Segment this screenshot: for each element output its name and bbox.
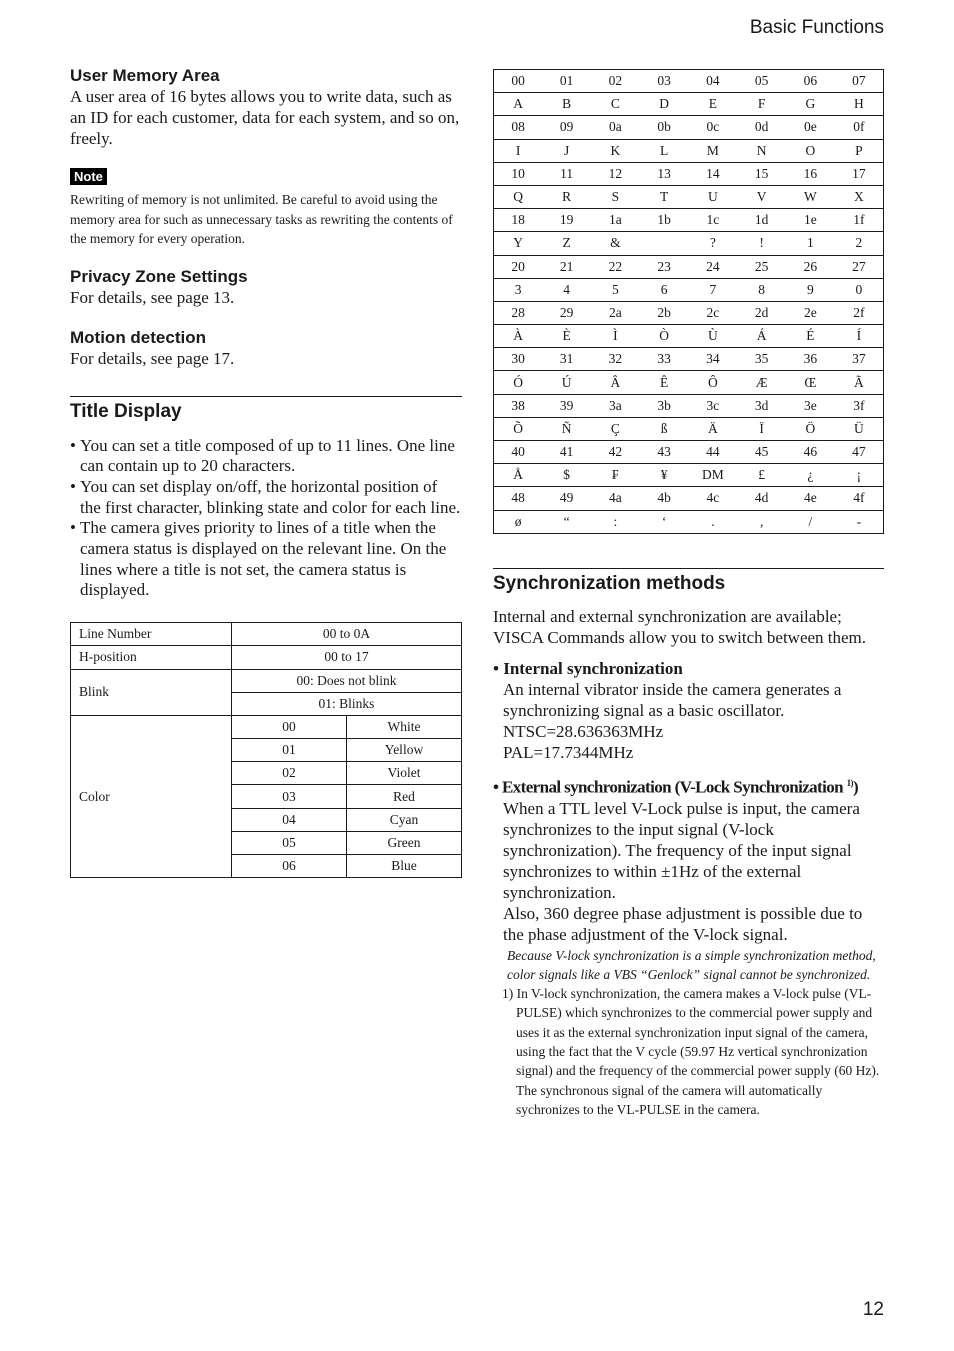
- table-cell: 3: [494, 278, 543, 301]
- table-cell: H: [835, 93, 884, 116]
- table-cell: 35: [737, 348, 786, 371]
- table-cell: £: [737, 464, 786, 487]
- table-cell: 00: [232, 715, 347, 738]
- table-cell: 4a: [591, 487, 640, 510]
- table-cell: Cyan: [347, 808, 462, 831]
- table-cell: 3e: [786, 394, 835, 417]
- table-cell: 0: [835, 278, 884, 301]
- table-cell: 01: [232, 739, 347, 762]
- table-cell: Ö: [786, 417, 835, 440]
- external-sync-heading: [493, 773, 884, 798]
- table-cell: 1c: [689, 209, 738, 232]
- table-cell: 09: [542, 116, 591, 139]
- table-cell: 0a: [591, 116, 640, 139]
- table-row: [494, 441, 884, 464]
- table-cell: O: [786, 139, 835, 162]
- table-cell: 00 to 17: [232, 646, 462, 669]
- table-cell: 28: [494, 301, 543, 324]
- title-display-heading: Title Display: [70, 396, 462, 423]
- table-cell: $: [542, 464, 591, 487]
- table-cell: 5: [591, 278, 640, 301]
- table-cell: 0d: [737, 116, 786, 139]
- table-cell: -: [835, 510, 884, 533]
- internal-sync-heading: • Internal synchronization: [493, 659, 683, 678]
- table-cell: R: [542, 185, 591, 208]
- table-cell: 8: [737, 278, 786, 301]
- table-cell: U: [689, 185, 738, 208]
- table-cell: 01: [542, 70, 591, 93]
- table-cell: G: [786, 93, 835, 116]
- table-cell: Line Number: [71, 623, 232, 646]
- table-cell: 32: [591, 348, 640, 371]
- table-cell: Æ: [737, 371, 786, 394]
- table-cell: 22: [591, 255, 640, 278]
- table-row: [494, 139, 884, 162]
- footnote: 1) In V-lock synchronization, the camera makes a V-lock pulse (VL-PULSE) which synchronizes to the commercial power supply and uses it as the external synchronization input signal of the camera, using the fact that the V cycle (59.97 Hz vertical synchronization signal) and the frequency of the commercial power supply (60 Hz). The synchronous signal of the camera will automatically sychronizes to the VL-PULSE in the camera.: [502, 986, 880, 1117]
- table-cell: 05: [737, 70, 786, 93]
- table-cell: Blue: [347, 855, 462, 878]
- table-cell: ¥: [640, 464, 689, 487]
- table-cell: Ú: [542, 371, 591, 394]
- table-cell: “: [542, 510, 591, 533]
- table-cell: :: [591, 510, 640, 533]
- table-cell: 0e: [786, 116, 835, 139]
- table-cell: N: [737, 139, 786, 162]
- table-row: [494, 162, 884, 185]
- table-cell: 48: [494, 487, 543, 510]
- table-cell: 44: [689, 441, 738, 464]
- table-cell: ‘: [640, 510, 689, 533]
- table-cell: A: [494, 93, 543, 116]
- table-cell: 39: [542, 394, 591, 417]
- table-cell: 2: [835, 232, 884, 255]
- page-number: 12: [862, 1299, 884, 1320]
- table-cell: Q: [494, 185, 543, 208]
- table-cell: Y: [494, 232, 543, 255]
- right-column: [493, 69, 884, 534]
- table-cell: B: [542, 93, 591, 116]
- table-cell: 19: [542, 209, 591, 232]
- table-cell: 3c: [689, 394, 738, 417]
- table-cell: 9: [786, 278, 835, 301]
- table-cell: 0c: [689, 116, 738, 139]
- table-row: [494, 70, 884, 93]
- table-cell: 2b: [640, 301, 689, 324]
- table-cell: 4b: [640, 487, 689, 510]
- section-header: Basic Functions: [749, 17, 884, 38]
- table-cell: [640, 232, 689, 255]
- privacy-text: For details, see page 13.: [70, 287, 235, 307]
- table-cell: 3d: [737, 394, 786, 417]
- table-cell: È: [542, 325, 591, 348]
- table-cell: Ê: [640, 371, 689, 394]
- user-memory-heading: User Memory Area: [70, 66, 220, 85]
- table-cell: H-position: [71, 646, 232, 669]
- table-cell: J: [542, 139, 591, 162]
- table-cell: Œ: [786, 371, 835, 394]
- table-cell: 06: [786, 70, 835, 93]
- table-cell: Ô: [689, 371, 738, 394]
- bullet-item: • You can set display on/off, the horizontal position of the first character, blinking state and color for each line.: [70, 477, 462, 518]
- table-cell: S: [591, 185, 640, 208]
- table-cell: 20: [494, 255, 543, 278]
- table-row: [494, 394, 884, 417]
- table-cell: ø: [494, 510, 543, 533]
- motion-text: For details, see page 17.: [70, 348, 235, 368]
- table-cell: 03: [640, 70, 689, 93]
- table-cell: 18: [494, 209, 543, 232]
- table-cell: Ù: [689, 325, 738, 348]
- internal-sync-text: An internal vibrator inside the camera generates a synchronizing signal as a basic oscillator.: [503, 680, 842, 720]
- table-cell: 0b: [640, 116, 689, 139]
- table-row: [494, 116, 884, 139]
- table-cell: 07: [835, 70, 884, 93]
- table-cell: 36: [786, 348, 835, 371]
- table-row: [494, 510, 884, 533]
- table-cell: 1a: [591, 209, 640, 232]
- table-cell: 1b: [640, 209, 689, 232]
- table-row: [494, 185, 884, 208]
- table-cell: Ã: [835, 371, 884, 394]
- table-row: [494, 255, 884, 278]
- table-cell: 49: [542, 487, 591, 510]
- table-cell: W: [786, 185, 835, 208]
- table-cell: Â: [591, 371, 640, 394]
- table-cell: /: [786, 510, 835, 533]
- table-cell: 2c: [689, 301, 738, 324]
- table-cell: V: [737, 185, 786, 208]
- table-cell: 40: [494, 441, 543, 464]
- table-cell: 31: [542, 348, 591, 371]
- table-cell: 4c: [689, 487, 738, 510]
- table-cell: 1f: [835, 209, 884, 232]
- table-row: [494, 325, 884, 348]
- table-cell: ß: [640, 417, 689, 440]
- table-cell: Ç: [591, 417, 640, 440]
- table-cell: 2f: [835, 301, 884, 324]
- table-cell: 24: [689, 255, 738, 278]
- sync-heading: Synchronization methods: [493, 568, 884, 595]
- user-memory-text: A user area of 16 bytes allows you to write data, such as an ID for each customer, data for each system, and so on, freely.: [70, 87, 460, 148]
- table-cell: 26: [786, 255, 835, 278]
- table-cell: Á: [737, 325, 786, 348]
- table-cell: 04: [689, 70, 738, 93]
- table-cell: X: [835, 185, 884, 208]
- table-cell: 38: [494, 394, 543, 417]
- table-cell: 23: [640, 255, 689, 278]
- sync-body: [493, 606, 884, 1119]
- table-cell: Ü: [835, 417, 884, 440]
- table-cell: 00: [494, 70, 543, 93]
- external-sync-heading-text: • External synchronization (V-Lock Synchronization: [493, 777, 843, 797]
- table-row: [494, 232, 884, 255]
- bullet-item: • The camera gives priority to lines of a title when the camera status is displayed on the relevant line. On the lines where a title is not set, the camera status is displayed.: [70, 518, 462, 601]
- table-cell: E: [689, 93, 738, 116]
- table-cell: 3b: [640, 394, 689, 417]
- table-cell: C: [591, 93, 640, 116]
- title-display-bullets: [70, 436, 462, 602]
- table-cell: Yellow: [347, 739, 462, 762]
- external-sync-text: When a TTL level V-Lock pulse is input, the camera synchronizes to the input signal (V-lock synchronization). The frequency of the input signal synchronizes to within ±1Hz of the external synchronization.: [503, 798, 860, 902]
- table-cell: 37: [835, 348, 884, 371]
- table-cell: T: [640, 185, 689, 208]
- table-cell: 4e: [786, 487, 835, 510]
- table-cell: 02: [591, 70, 640, 93]
- table-cell: 7: [689, 278, 738, 301]
- table-cell: 41: [542, 441, 591, 464]
- table-cell: 00 to 0A: [232, 623, 462, 646]
- table-cell: White: [347, 715, 462, 738]
- table-cell: 16: [786, 162, 835, 185]
- table-cell: Red: [347, 785, 462, 808]
- table-row: [494, 487, 884, 510]
- table-cell: Å: [494, 464, 543, 487]
- table-row: [494, 209, 884, 232]
- table-cell: I: [494, 139, 543, 162]
- title-settings-table: [70, 622, 462, 878]
- ntsc-value: NTSC=28.636363MHz: [503, 722, 664, 741]
- table-cell: 06: [232, 855, 347, 878]
- table-cell: 3a: [591, 394, 640, 417]
- table-row: [494, 417, 884, 440]
- table-cell: Blink: [71, 669, 232, 715]
- table-cell: 33: [640, 348, 689, 371]
- table-cell: 15: [737, 162, 786, 185]
- table-cell: L: [640, 139, 689, 162]
- table-cell: 10: [494, 162, 543, 185]
- table-cell: 02: [232, 762, 347, 785]
- table-cell: 45: [737, 441, 786, 464]
- table-cell: 2a: [591, 301, 640, 324]
- character-code-table: [493, 69, 884, 534]
- table-cell: 2e: [786, 301, 835, 324]
- table-row: [494, 464, 884, 487]
- table-cell: Color: [71, 715, 232, 877]
- table-cell: 1d: [737, 209, 786, 232]
- table-cell: 42: [591, 441, 640, 464]
- table-cell: 2d: [737, 301, 786, 324]
- table-cell: F: [737, 93, 786, 116]
- table-cell: Ò: [640, 325, 689, 348]
- table-cell: M: [689, 139, 738, 162]
- table-cell: 05: [232, 831, 347, 854]
- table-cell: 1: [786, 232, 835, 255]
- table-cell: 25: [737, 255, 786, 278]
- table-cell: 29: [542, 301, 591, 324]
- table-cell: Ñ: [542, 417, 591, 440]
- table-row: [494, 348, 884, 371]
- left-column: [70, 66, 462, 878]
- table-cell: !: [737, 232, 786, 255]
- table-cell: 27: [835, 255, 884, 278]
- external-sync-heading-close: ): [852, 777, 859, 797]
- table-cell: 34: [689, 348, 738, 371]
- table-cell: ₣: [591, 464, 640, 487]
- motion-heading: Motion detection: [70, 327, 206, 347]
- table-cell: DM: [689, 464, 738, 487]
- table-cell: Ì: [591, 325, 640, 348]
- table-cell: ¡: [835, 464, 884, 487]
- table-cell: Violet: [347, 762, 462, 785]
- table-cell: 46: [786, 441, 835, 464]
- table-cell: 21: [542, 255, 591, 278]
- vlock-note: Because V-lock synchronization is a simple synchronization method, color signals like a VBS “Genlock” signal cannot be synchronized.: [507, 947, 876, 982]
- table-cell: 6: [640, 278, 689, 301]
- table-cell: 08: [494, 116, 543, 139]
- table-cell: 1e: [786, 209, 835, 232]
- table-cell: K: [591, 139, 640, 162]
- pal-value: PAL=17.7344MHz: [503, 743, 634, 762]
- note-label: Note: [70, 168, 107, 185]
- table-cell: Í: [835, 325, 884, 348]
- bullet-item: • You can set a title composed of up to 11 lines. One line can contain up to 20 characters.: [70, 436, 462, 477]
- table-cell: ,: [737, 510, 786, 533]
- sync-intro: Internal and external synchronization are available; VISCA Commands allow you to switch between them.: [493, 607, 867, 647]
- table-cell: 13: [640, 162, 689, 185]
- table-cell: 01: Blinks: [232, 692, 462, 715]
- table-row: [494, 301, 884, 324]
- table-cell: Ó: [494, 371, 543, 394]
- privacy-heading: Privacy Zone Settings: [70, 266, 248, 286]
- table-cell: 03: [232, 785, 347, 808]
- table-cell: Ä: [689, 417, 738, 440]
- table-cell: Ï: [737, 417, 786, 440]
- table-cell: 11: [542, 162, 591, 185]
- footnote-ref: 1): [846, 778, 853, 788]
- table-cell: D: [640, 93, 689, 116]
- table-cell: P: [835, 139, 884, 162]
- external-sync-phase-text: Also, 360 degree phase adjustment is possible due to the phase adjustment of the V-lock signal.: [503, 903, 863, 944]
- table-cell: 3f: [835, 394, 884, 417]
- table-cell: 4: [542, 278, 591, 301]
- table-cell: ?: [689, 232, 738, 255]
- table-cell: Green: [347, 831, 462, 854]
- table-cell: 43: [640, 441, 689, 464]
- table-row: [494, 278, 884, 301]
- table-cell: 00: Does not blink: [232, 669, 462, 692]
- sync-section: [493, 568, 884, 595]
- table-row: [494, 93, 884, 116]
- table-cell: &: [591, 232, 640, 255]
- table-cell: É: [786, 325, 835, 348]
- table-row: [494, 371, 884, 394]
- table-cell: 4d: [737, 487, 786, 510]
- table-cell: 12: [591, 162, 640, 185]
- table-cell: Õ: [494, 417, 543, 440]
- table-cell: 0f: [835, 116, 884, 139]
- table-cell: 4f: [835, 487, 884, 510]
- table-cell: À: [494, 325, 543, 348]
- table-cell: 30: [494, 348, 543, 371]
- table-cell: 17: [835, 162, 884, 185]
- table-cell: 04: [232, 808, 347, 831]
- table-cell: 47: [835, 441, 884, 464]
- note-text: Rewriting of memory is not unlimited. Be careful to avoid using the memory area for such as unnecessary tasks as rewriting the contents of the memory for every operation.: [70, 192, 453, 246]
- table-cell: 14: [689, 162, 738, 185]
- table-cell: Z: [542, 232, 591, 255]
- table-cell: ¿: [786, 464, 835, 487]
- table-cell: .: [689, 510, 738, 533]
